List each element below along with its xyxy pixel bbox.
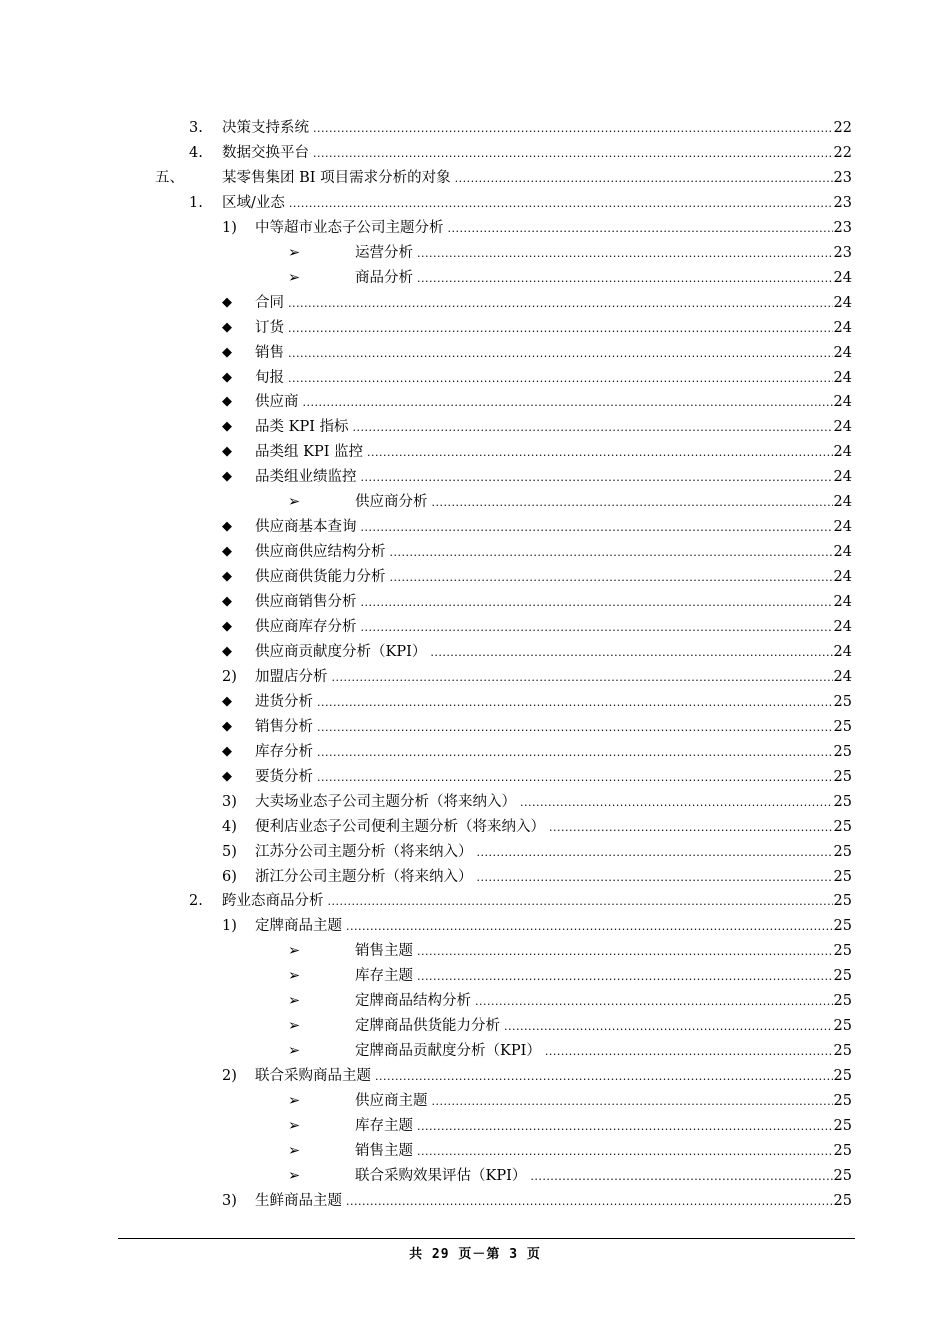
toc-page-number: 24 (833, 594, 852, 611)
toc-entry[interactable] (0, 342, 950, 364)
dot-leader (455, 168, 833, 190)
toc-page-number: 24 (833, 269, 852, 286)
dot-leader (477, 867, 833, 889)
diamond-bullet-icon: ◆ (222, 369, 232, 385)
diamond-bullet-icon: ◆ (222, 619, 232, 634)
arrow-bullet-icon: ➢ (288, 269, 301, 286)
toc-entry-title: 数据交换平台 (222, 144, 309, 161)
dot-leader (361, 517, 833, 539)
toc-entry-title: 销售 (255, 344, 284, 361)
toc-page-number: 24 (833, 294, 852, 311)
dot-leader (288, 368, 833, 390)
arrow-bullet-icon: ➢ (288, 1118, 301, 1134)
toc-entry-title: 中等超市业态子公司主题分析 (255, 219, 444, 236)
toc-entry[interactable] (0, 866, 950, 888)
arrow-bullet-icon: ➢ (288, 1167, 301, 1184)
toc-entry-title: 旬报 (255, 369, 284, 386)
toc-page-number: 25 (833, 718, 852, 735)
dot-leader (417, 941, 833, 963)
toc-page-number: 25 (833, 818, 852, 835)
toc-entry-title: 某零售集团 BI 项目需求分析的对象 (222, 169, 451, 186)
toc-entry-title: 江苏分公司主题分析（将来纳入） (255, 843, 473, 860)
diamond-bullet-icon: ◆ (222, 594, 232, 610)
toc-entry[interactable] (0, 491, 950, 513)
toc-entry[interactable] (0, 1115, 950, 1137)
toc-page-number: 24 (833, 469, 852, 486)
dot-leader (313, 143, 833, 165)
dot-leader (289, 193, 833, 215)
dot-leader (432, 492, 833, 514)
toc-page-number: 24 (833, 519, 852, 536)
toc-entry-title: 生鲜商品主题 (255, 1192, 342, 1209)
toc-entry[interactable] (0, 317, 950, 339)
toc-page-number: 25 (833, 1093, 852, 1110)
toc-entry[interactable] (0, 167, 950, 189)
dot-leader (545, 1041, 833, 1063)
diamond-bullet-icon: ◆ (222, 519, 232, 535)
toc-entry-title: 销售主题 (355, 1142, 413, 1159)
toc-entry[interactable] (0, 142, 950, 164)
toc-entry-title: 定牌商品供货能力分析 (355, 1018, 500, 1035)
toc-page-number: 24 (833, 544, 852, 561)
toc-page-number: 24 (833, 643, 852, 660)
toc-entry-title: 供应商贡献度分析（KPI） (255, 643, 427, 660)
diamond-bullet-icon: ◆ (222, 444, 232, 460)
dot-leader (328, 891, 833, 913)
toc-entry-title: 浙江分公司主题分析（将来纳入） (255, 868, 473, 885)
toc-entry-number: 2) (222, 668, 237, 685)
toc-entry-number: 5) (222, 843, 237, 860)
dot-leader (332, 667, 833, 689)
dot-leader (317, 692, 833, 714)
arrow-bullet-icon: ➢ (288, 1093, 301, 1110)
diamond-bullet-icon: ◆ (222, 294, 232, 310)
toc-entry[interactable] (0, 1065, 950, 1087)
dot-leader (367, 442, 833, 464)
toc-entry-title: 销售主题 (355, 943, 413, 960)
dot-leader (353, 417, 833, 439)
toc-entry-title: 运营分析 (355, 244, 413, 261)
toc-page-number: 25 (833, 1118, 852, 1134)
dot-leader (288, 318, 833, 340)
toc-entry-title: 联合采购商品主题 (255, 1068, 371, 1085)
toc-entry[interactable] (0, 1190, 950, 1212)
toc-entry[interactable] (0, 117, 950, 139)
toc-page-number: 25 (833, 743, 852, 760)
arrow-bullet-icon: ➢ (288, 1018, 301, 1035)
diamond-bullet-icon: ◆ (222, 344, 232, 360)
toc-entry-title: 品类组业绩监控 (255, 469, 357, 486)
toc-page-number: 25 (833, 893, 852, 910)
toc-entry[interactable] (0, 990, 950, 1012)
diamond-bullet-icon: ◆ (222, 718, 232, 734)
toc-page-number: 24 (833, 394, 852, 411)
toc-entry-number: 6) (222, 868, 237, 885)
dot-leader (417, 966, 833, 988)
toc-entry-title: 合同 (255, 294, 284, 311)
toc-entry-title: 供应商供应结构分析 (255, 544, 386, 561)
toc-entry-title: 库存主题 (355, 1118, 413, 1134)
dot-leader (417, 243, 833, 265)
dot-leader (361, 467, 833, 489)
toc-entry-number: 1) (222, 219, 237, 236)
toc-entry-title: 品类 KPI 指标 (255, 419, 349, 436)
toc-page-number: 23 (833, 169, 852, 186)
toc-page-number: 25 (833, 1192, 852, 1209)
toc-entry-title: 供应商主题 (355, 1093, 428, 1110)
dot-leader (504, 1016, 833, 1038)
dot-leader (317, 717, 833, 739)
toc-entry-title: 供应商分析 (355, 494, 428, 511)
diamond-bullet-icon: ◆ (222, 693, 232, 709)
toc-page-number: 22 (833, 120, 852, 136)
toc-entry[interactable] (0, 1015, 950, 1037)
arrow-bullet-icon: ➢ (288, 968, 301, 985)
page-footer: 共 29 页－第 3 页 (409, 1247, 541, 1262)
toc-page-number: 25 (833, 993, 852, 1010)
toc-entry-title: 库存主题 (355, 968, 413, 985)
toc-entry[interactable] (0, 641, 950, 663)
dot-leader (430, 642, 832, 664)
toc-page-number: 25 (833, 968, 852, 985)
dot-leader (346, 916, 833, 938)
toc-page-number: 25 (833, 1043, 852, 1060)
toc-entry-title: 供应商供货能力分析 (255, 569, 386, 586)
toc-entry[interactable] (0, 242, 950, 264)
toc-entry-number: 4. (189, 144, 203, 161)
arrow-bullet-icon: ➢ (288, 993, 301, 1010)
toc-entry[interactable] (0, 267, 950, 289)
toc-entry-number: 3) (222, 1192, 237, 1209)
toc-entry-title: 大卖场业态子公司主题分析（将来纳入） (255, 793, 516, 810)
toc-entry-title: 供应商基本查询 (255, 519, 357, 536)
dot-leader (417, 1116, 833, 1138)
dot-leader (417, 268, 833, 290)
toc-entry[interactable] (0, 741, 950, 763)
toc-entry[interactable] (0, 940, 950, 962)
toc-entry[interactable] (0, 1090, 950, 1112)
dot-leader (361, 592, 833, 614)
toc-entry-title: 区域/业态 (222, 194, 285, 211)
toc-entry[interactable] (0, 965, 950, 987)
toc-entry[interactable] (0, 441, 950, 463)
toc-entry[interactable] (0, 591, 950, 613)
toc-entry[interactable] (0, 541, 950, 563)
footer-divider (118, 1238, 855, 1239)
toc-entry-title: 供应商销售分析 (255, 594, 357, 611)
dot-leader (346, 1191, 833, 1213)
toc-entry[interactable] (0, 416, 950, 438)
dot-leader (361, 617, 833, 639)
diamond-bullet-icon: ◆ (222, 743, 232, 759)
toc-page-number: 25 (833, 1068, 852, 1085)
toc-entry[interactable] (0, 890, 950, 912)
toc-page-number: 25 (833, 918, 852, 935)
toc-entry-title: 便利店业态子公司便利主题分析（将来纳入） (255, 818, 545, 835)
toc-entry-title: 品类组 KPI 监控 (255, 444, 364, 461)
toc-entry-number: 五、 (155, 169, 184, 186)
dot-leader (390, 567, 833, 589)
toc-entry[interactable] (0, 566, 950, 588)
toc-entry-title: 商品分析 (355, 269, 413, 286)
toc-page-number: 24 (833, 494, 852, 511)
dot-leader (375, 1066, 833, 1088)
toc-page-number: 25 (833, 768, 852, 785)
dot-leader (432, 1091, 833, 1113)
dot-leader (549, 817, 833, 839)
toc-page-number: 25 (833, 843, 852, 860)
dot-leader (520, 792, 833, 814)
toc-page-number: 25 (833, 693, 852, 710)
toc-entry-title: 跨业态商品分析 (222, 893, 324, 910)
toc-entry[interactable] (0, 766, 950, 788)
dot-leader (288, 293, 833, 315)
diamond-bullet-icon: ◆ (222, 419, 232, 435)
toc-entry-title: 库存分析 (255, 743, 313, 760)
toc-entry[interactable] (0, 841, 950, 863)
toc-page-number: 24 (833, 619, 852, 635)
toc-entry-number: 2) (222, 1068, 237, 1085)
toc-entry-title: 定牌商品结构分析 (355, 993, 471, 1010)
toc-entry-title: 进货分析 (255, 693, 313, 710)
toc-entry[interactable] (0, 516, 950, 538)
toc-entry-number: 4) (222, 818, 237, 835)
toc-page-number: 25 (833, 793, 852, 810)
toc-entry[interactable] (0, 391, 950, 413)
toc-entry[interactable] (0, 466, 950, 488)
toc-entry[interactable] (0, 1040, 950, 1062)
arrow-bullet-icon: ➢ (288, 1043, 301, 1060)
diamond-bullet-icon: ◆ (222, 469, 232, 485)
toc-entry[interactable] (0, 666, 950, 688)
toc-entry[interactable] (0, 816, 950, 838)
toc-page-number: 25 (833, 868, 852, 885)
toc-entry-title: 定牌商品主题 (255, 918, 342, 935)
toc-page-number: 25 (833, 943, 852, 960)
toc-page-number: 24 (833, 419, 852, 436)
toc-page-number: 25 (833, 1018, 852, 1035)
toc-page-number: 25 (833, 1167, 852, 1184)
toc-page-number: 24 (833, 444, 852, 461)
diamond-bullet-icon: ◆ (222, 544, 232, 560)
toc-entry[interactable] (0, 616, 950, 638)
dot-leader (448, 218, 833, 240)
toc-entry[interactable] (0, 915, 950, 937)
dot-leader (288, 343, 833, 365)
toc-entry[interactable] (0, 367, 950, 389)
toc-page-number: 23 (833, 194, 852, 211)
arrow-bullet-icon: ➢ (288, 1142, 301, 1159)
toc-entry[interactable] (0, 1140, 950, 1162)
toc-entry-title: 决策支持系统 (222, 120, 309, 136)
toc-page-number: 24 (833, 319, 852, 336)
dot-leader (313, 118, 833, 140)
toc-entry[interactable] (0, 1165, 950, 1187)
toc-entry-title: 销售分析 (255, 718, 313, 735)
arrow-bullet-icon: ➢ (288, 494, 301, 511)
diamond-bullet-icon: ◆ (222, 643, 232, 659)
toc-entry-number: 3. (189, 120, 203, 136)
arrow-bullet-icon: ➢ (288, 244, 301, 261)
toc-page-number: 24 (833, 344, 852, 361)
toc-page-number: 22 (833, 144, 852, 161)
toc-page-number: 24 (833, 569, 852, 586)
toc-entry-title: 供应商 (255, 394, 299, 411)
arrow-bullet-icon: ➢ (288, 943, 301, 960)
toc-entry[interactable] (0, 791, 950, 813)
toc-entry-title: 定牌商品贡献度分析（KPI） (355, 1043, 541, 1060)
diamond-bullet-icon: ◆ (222, 569, 232, 585)
dot-leader (475, 991, 833, 1013)
dot-leader (317, 767, 833, 789)
toc-entry-title: 供应商库存分析 (255, 619, 357, 635)
toc-entry-number: 2. (189, 893, 203, 910)
toc-entry[interactable] (0, 716, 950, 738)
dot-leader (317, 742, 833, 764)
diamond-bullet-icon: ◆ (222, 768, 232, 784)
toc-page-number: 24 (833, 668, 852, 685)
toc-entry[interactable] (0, 192, 950, 214)
dot-leader (303, 392, 833, 414)
toc-entry-title: 要货分析 (255, 768, 313, 785)
toc-page-number: 24 (833, 369, 852, 386)
dot-leader (477, 842, 833, 864)
dot-leader (417, 1141, 833, 1163)
toc-entry-number: 3) (222, 793, 237, 810)
toc-entry[interactable] (0, 292, 950, 314)
dot-leader (390, 542, 833, 564)
diamond-bullet-icon: ◆ (222, 394, 232, 410)
toc-entry-title: 联合采购效果评估（KPI） (355, 1167, 527, 1184)
toc-entry-number: 1. (189, 194, 203, 211)
toc-page-number: 23 (833, 244, 852, 261)
diamond-bullet-icon: ◆ (222, 319, 232, 335)
dot-leader (530, 1166, 832, 1188)
toc-page-number: 23 (833, 219, 852, 236)
toc-entry-number: 1) (222, 918, 237, 935)
toc-entry-title: 加盟店分析 (255, 668, 328, 685)
toc-entry-title: 订货 (255, 319, 284, 336)
toc-entry[interactable] (0, 691, 950, 713)
toc-page-number: 25 (833, 1142, 852, 1159)
toc-entry[interactable] (0, 217, 950, 239)
